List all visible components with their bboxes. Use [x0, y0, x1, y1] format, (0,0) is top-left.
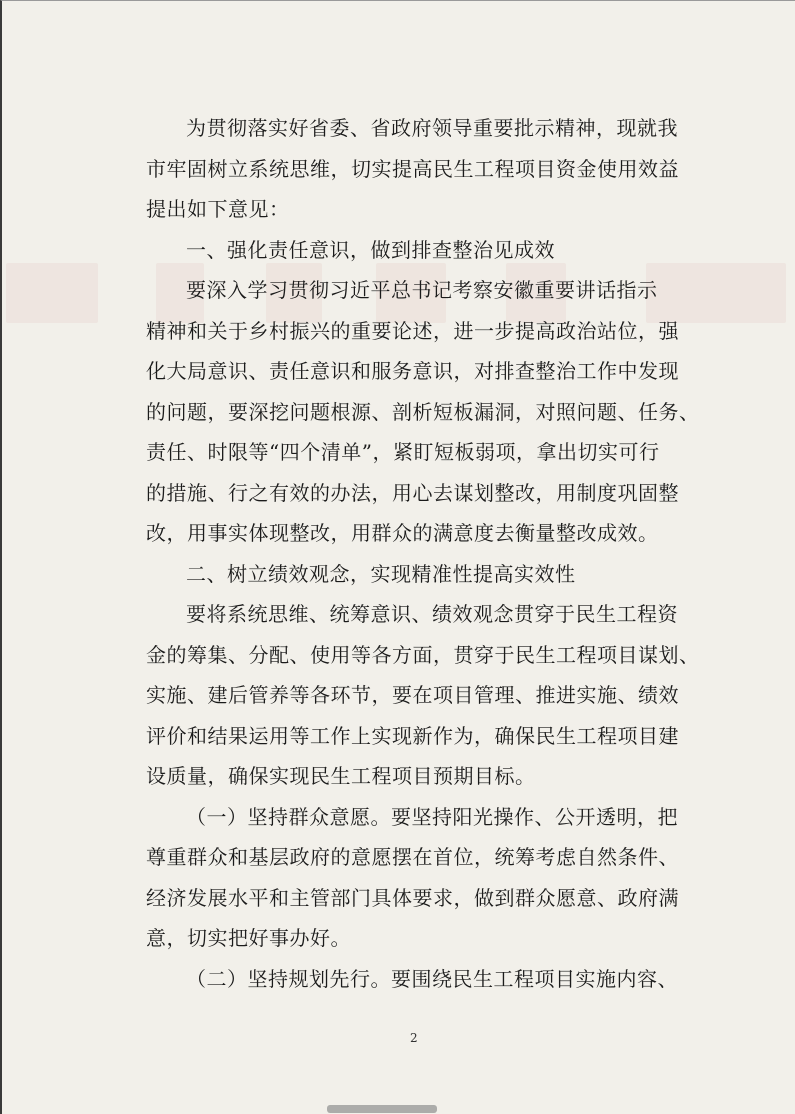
- body-line: 要将系统思维、统筹意识、绩效观念贯穿于民生工程资: [186, 602, 678, 626]
- body-line: 实施、建后管养等各环节，要在项目管理、推进实施、绩效: [146, 683, 679, 707]
- body-line: 提出如下意见：: [146, 197, 290, 221]
- body-line: 市牢固树立系统思维，切实提高民生工程项目资金使用效益: [146, 156, 679, 181]
- document-body: [146, 108, 726, 999]
- subsection-2: （二）坚持规划先行。要围绕民生工程项目实施内容、: [186, 966, 678, 991]
- section-heading-2: 二、树立绩效观念，实现精准性提高实效性: [186, 561, 576, 586]
- section-heading-1: 一、强化责任意识，做到排查整治见成效: [186, 237, 555, 262]
- scan-edge-mark: [327, 1105, 437, 1113]
- body-line: 化大局意识、责任意识和服务意识，对排查整治工作中发现: [146, 359, 679, 383]
- body-line: 金的筹集、分配、使用等各方面，贯穿于民生工程项目谋划、: [146, 642, 700, 667]
- body-line: 尊重群众和基层政府的意愿摆在首位，统筹考虑自然条件、: [146, 845, 679, 869]
- subsection-1: （一）坚持群众意愿。要坚持阳光操作、公开透明，把: [186, 804, 678, 829]
- body-line: 经济发展水平和主管部门具体要求，做到群众愿意、政府满: [146, 885, 679, 910]
- body-line: 的问题，要深挖问题根源、剖析短板漏洞，对照问题、任务、: [146, 399, 700, 424]
- page-number: 2: [410, 1031, 418, 1045]
- body-line: 精神和关于乡村振兴的重要论述，进一步提高政治站位，强: [146, 318, 679, 343]
- body-line: 的措施、行之有效的办法，用心去谋划整改，用制度巩固整: [146, 480, 679, 505]
- body-line: 责任、时限等“四个清单”，紧盯短板弱项，拿出切实可行: [146, 440, 660, 464]
- body-line: 为贯彻落实好省委、省政府领导重要批示精神，现就我: [186, 116, 678, 140]
- body-line: 改，用事实体现整改，用群众的满意度去衡量整改成效。: [146, 521, 659, 545]
- body-line: 设质量，确保实现民生工程项目预期目标。: [146, 764, 536, 788]
- body-line: 要深入学习贯彻习近平总书记考察安徽重要讲话指示: [186, 278, 658, 302]
- body-line: 评价和结果运用等工作上实现新作为，确保民生工程项目建: [146, 723, 679, 748]
- body-line: 意，切实把好事办好。: [146, 926, 351, 950]
